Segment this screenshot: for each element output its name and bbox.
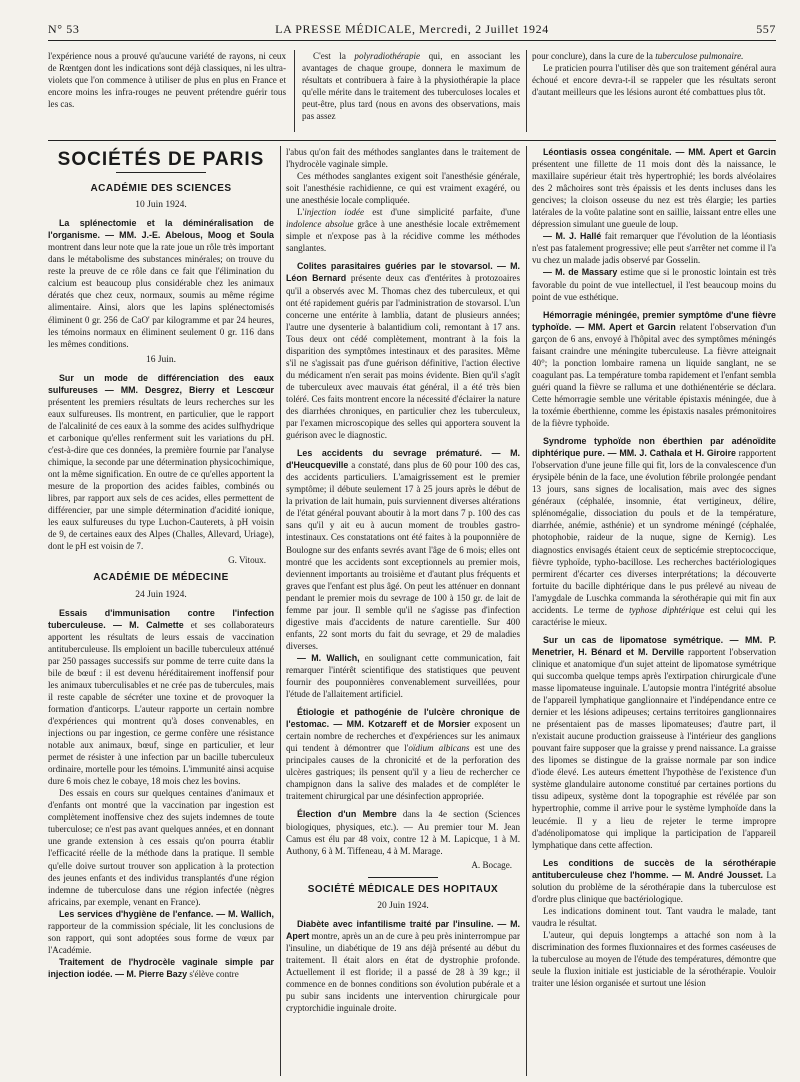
column-divider — [294, 50, 295, 132]
article-splenectomie: La splénectomie et la déminéralisation de l'organisme. — MM. J.-E. Abelous, Moog et Soula montrent dans leur note que la rate joue un rôle très important dans le métabolisme des substances minérales; on trouve du reste la preuve de ce rôle dans ce fait que l'élimination du calcium est beaucoup plus considérable chez les animaux dératés que chez ceux, normaux, soumis au même régime alimentaire. Ainsi, alors que les lapins splénectomisés éliminent 0 gr. 256 de CaO' par kilogramme et par 24 heures, les témoins normaux en éliminent seulement 0 gr. 116 dans les mêmes conditions. — [48, 218, 274, 349]
author-signature: A. Bocage. — [471, 859, 512, 870]
article-hygiene: Les services d'hygiène de l'enfance. — M. Wallich, rapporteur de la commission spéciale, lit les conclusions de son rapport, qui sont adoptées sous forme de vœux par l'Académie. — [48, 908, 274, 955]
session-date: 20 Juin 1924. — [377, 900, 429, 911]
heading-academie-sciences: ACADÉMIE DES SCIENCES — [90, 183, 232, 195]
issue-number: N° 53 — [48, 22, 80, 36]
article-halle: — M. J. Hallé fait remarquer que l'évolution de la léontiasis n'est pas fatalement progressive; elle peut s'arrêter net comme il l'a vu chez un malade jadis observé par Gosselin. — [532, 231, 777, 266]
section-title: SOCIÉTÉS DE PARIS — [57, 149, 265, 170]
session-date: 10 Juin 1924. — [135, 200, 187, 211]
article-diabete: Diabète avec infantilisme traité par l'insuline. — M. Apert montre, après un an de cure à peu près ininterrompue par l'insuline, un diabétique de 19 ans déjà présenté au début du traitement. Il était alors en état de dystrophie profonde. Actuellement il est floride; il a passé de 28 à 39 kgr.; il commence en de bonnes conditions son évolution pubérale et a pu subir sans incidents une intervention chirurgicale pour cryptorchidie inguinale droite. — [286, 918, 520, 1014]
article-immunisation: Essais d'immunisation contre l'infection tuberculeuse. — M. Calmette et ses collaborateurs apportent les résultats de leurs essais de vaccination antituberculeuse. Ils emploient un bacille tuberculeux atténué par 250 passages successifs sur pomme de terre cuite dans la bile de bœuf : il est devenu héréditairement inoffensif pour les animaux tuberculisables et ne crée pas de tubercules, mais il reste capable de sécréter une toxine et de provoquer la formation d'anticorps. L'auteur rapporte un certain nombre d'expériences qui montrent qu'à doses convenables, en injections ou par ingestion, ce germe confère une résistance notable aux animaux, bœuf, singe en particulier, et leur permet de résister à une infection par un bacille tuberculeux ordinaire, mortelle pour les témoins. L'immunité ainsi acquise dure 6 mois chez le cobaye, 18 mois chez les bovins. — [48, 607, 275, 787]
top-text-3b: Le praticien pourra l'utiliser dès que son traitement général aura échoué et encore devra-t-il se rappeler que les résultats seront d'autant meilleurs que les lésions auront été combattues plus tôt. — [532, 63, 776, 98]
top-column-3 — [532, 50, 776, 98]
article-eaux-sulfureuses: Sur un mode de différenciation des eaux sulfureuses — MM. Desgrez, Bierry et Lescœur présentent les premiers résultats de leurs recherches sur les eaux sulfureuses. Ils montrent, en particulier, que le rapport de l'alcalinité de ces eaux à la somme des acides sulfhydrique et carbonique qu'elles renferment suit les variations du pH. c'est-à-dire que ces données, la première fournie par l'analyse chimique, la seconde par une détermination physicochimique, ont la même signification. En outre de ce qu'elles apportent la mesure de la proportion des acides faibles, combinés ou libres, par rapport aux sels de ces acides, elles permettent de différencier, par une simple détermination d'acidité ionique, les eaux sulfureuses du type Luchon-Cauterets, à pH voisin de 9, de certaines eaux des Alpes (Challes, Allevard, Uriage), dont le pH est voisin de 7. — [48, 372, 274, 552]
top-text-1: l'expérience nous a prouvé qu'aucune variété de rayons, ni ceux de Rœntgen dont les indications sont déjà classiques, ni les ultra-violets que l'on commence à utiliser de plus en plus en France et encore moins les infra-rouges ne peuvent prétendre guérir tous les cas. — [48, 51, 286, 110]
header-rule — [48, 40, 776, 41]
article-immunisation-cont: Des essais en cours sur quelques centaines d'animaux et d'enfants ont montré que la vaccination par ingestion est complètement inoffensive chez des sujets indemnes de toute tuberculose; ce n'est pas avant quelques années, et en donnant une grande extension à ces essais qu'on pourra établir l'efficacité réelle de la méthode dans la pratique. Il semble qu'elle doive surtout trouver son application à la protection des jeunes enfants et des individus transplantés d'une région indemne de tuberculose dans une région infectée (nègres africains, par exemple, venant en France). — [48, 788, 274, 907]
article-sevrage: Les accidents du sevrage prématuré. — M. d'Heucqueville a constaté, dans plus de 60 pour 100 des cas, des accidents particuliers. L'amaigrissement est le premier symptôme; il débute seulement 17 à 25 jours après le début de la privation de lait humain, puis surviennent diverses altérations de l'état général pouvant aboutir à la mort dans 7 p. 100 des cas sans qu'il y ait eu à aucun moment de troubles gastro-intestinaux. Ces constatations ont été faites à la pouponnière de Boulogne sur des enfants sevrés avant l'âge de 6 mois; elles ont montré que les accidents sont exceptionnels au premier mois, deviennent importants au troisième et d'autant plus fréquents et graves que l'enfant est plus âgé. On peut les atténuer en donnant pendant le premier mois du sevrage de 100 à 150 gr. de lait de femme par jour. Il semble qu'il ne s'agisse pas d'infection digestive mais d'accidents de nature carentielle. Sur 400 enfants, 22 sont morts du fait du sevrage, et 29 de maladies diverses. — [286, 448, 520, 651]
author-signature: G. Vitoux. — [228, 555, 266, 566]
section-rule — [368, 877, 438, 878]
article-syndrome-typhoide: Syndrome typhoïde non éberthien par adénoïdite diphtérique pure. — MM. J. Cathala et H. Giroire rapportent l'observation d'une jeune fille qui fit, lors de la convalescence d'un érysipèle bénin de la face, une évolution fébrile prolongée pendant 13 jours, sans signes de localisation, mais avec des signes généraux (céphalée, insomnie, état vertigineux, délire, splénomégalie, dissociation du pouls et de la température, diarrhée, anémie, asthénie) et un syndrome méningé (céphalée, photophobie, raideur de la nuque, signe de Kernig). Les diagnostics envisagés étaient ceux de septicémie streptococcique, fièvre typhoïde, typho-bacillose. Les recherches bactériologiques permirent d'écarter ces diverses interprétations; la découverte fortuite du bacille diphtérique dans le pus prélevé au niveau de l'amygdale de Luschka commanda la sérothérapie qui mit fin aux accidents. Le terme de typhose diphtérique est celui qui les caractérise le mieux. — [532, 436, 777, 627]
column-divider — [526, 50, 527, 132]
top-column-1 — [48, 50, 286, 110]
journal-title: LA PRESSE MÉDICALE, Mercredi, 2 Juillet 1924 — [275, 22, 549, 36]
hydrocele-methods: Ces méthodes sanglantes exigent soit l'anesthésie générale, soit l'anesthésie rachidienne, ce qui est vraiment exagéré, ou une anesthésie locale compliquée. — [286, 171, 520, 206]
article-massary: — M. de Massary estime que si le pronostic lointain est très favorable du point de vue intellectuel, il l'est beaucoup moins du point de vue esthétique. — [532, 267, 776, 302]
column-1 — [48, 146, 274, 980]
top-text-3: pour conclure), dans la cure de la tuberculose pulmonaire. — [532, 51, 744, 61]
column-2 — [286, 146, 520, 1014]
page-number: 557 — [756, 22, 776, 36]
hydrocele-injection: L'injection iodée est d'une simplicité parfaite, d'une indolence absolue grâce à une anesthésie locale extrêmement simple et n'expose pas à la récidive comme les méthodes sanglantes. — [286, 207, 520, 254]
article-ulcere: Étiologie et pathogénie de l'ulcère chronique de l'estomac. — MM. Kotzareff et de Morsier exposent un certain nombre de recherches et d'expériences sur les animaux qui tendent à démontrer que l'oïdium albicans est une des principales causes de la chronicité et de la perforation des ulcères gastriques; ils pensent qu'il y a lieu de rechercher ce champignon dans la salive des malades et de compléter le traitement chirurgical par une désinfection appropriée. — [286, 707, 520, 802]
article-hydrocele: Traitement de l'hydrocèle vaginale simple par injection iodée. — M. Pierre Bazy s'élève contre — [48, 956, 274, 979]
top-text-2: C'est la polyradiothérapie qui, en associant les avantages de chaque groupe, donnera le maximum de résultats et contribuera à faire à la physiothérapie la place qu'elle mérite dans le traitement des tuberculoses locales et peut-être, plus tard (nous en avons des observations, mais pas assez — [302, 51, 520, 122]
session-date: 16 Juin. — [145, 354, 177, 365]
section-rule — [48, 140, 776, 141]
session-date: 24 Juin 1924. — [135, 589, 187, 600]
heading-academie-medecine: ACADÉMIE DE MÉDECINE — [93, 572, 229, 584]
column-3 — [532, 146, 776, 989]
article-election: Élection d'un Membre dans la 4e section (Sciences biologiques, physiques, etc.). — Au premier tour M. Jean Camus est élu par 48 voix, contre 12 à M. Lapicque, 1 à M. Authony, 6 à M. Tiffeneau, 4 à M. Marage. — [286, 809, 520, 856]
serotherapie-indications: Les indications dominent tout. Tant vaudra le malade, tant vaudra le résultat. — [532, 905, 776, 928]
title-rule — [116, 172, 206, 173]
article-leontiasis: Léontiasis ossea congénitale. — MM. Apert et Garcin présentent une fillette de 11 mois dont dès la naissance, le maxillaire supérieur était très hypertrophié; les bords alvéolaires des 2 mâchoires sont très épaissis et les dents incluses dans les gencives; la cloison osseuse du nez est très élargie; les parties latérales de la voûte palatine sont en saillie, laissant entre elles une dépression simulant une gueule de loup. — [532, 147, 776, 230]
article-hemorragie: Hémorragie méningée, premier symptôme d'une fièvre typhoïde. — MM. Apert et Garcin relatent l'observation d'un garçon de 6 ans, envoyé à l'hôpital avec des symptômes méningés faisant craindre une méningite tuberculeuse. La fièvre atteignait 40°; la ponction lombaire ramena un liquide sanglant, ne se coagulant pas. La température tomba rapidement et l'enfant sembla guéri quand la fièvre se ralluma et une dothiénentérie se déclara. Cette hémorragie semble une véritable épistaxis méningée, due à la toxémie éberthienne, comme les épistaxis nasales prémonitoires de la fièvre typhoïde. — [532, 309, 776, 429]
page-header — [48, 22, 776, 38]
heading-hopitaux: SOCIÉTÉ MÉDICALE DES HOPITAUX — [307, 883, 499, 895]
serotherapie-auteur: L'auteur, qui depuis longtemps a attaché son nom à la discrimination des formes fluxionnaires et des formes caséeuses de la tuberculose au moyen de l'étude des températures, démontre que seule la fluxion initiale est justiciable de la sérothérapie. Vouloir traiter une lésion organisée et surtout une lésion — [532, 929, 776, 989]
article-colites: Colites parasitaires guéries par le stovarsol. — M. Léon Bernard présente deux cas d'entérites à protozoaires qu'il a observés avec M. Thomas chez des tuberculeux, et qui ont été rapidement guéris par l'administration de stovarsol. L'un concerne une entérite à lamblia, datant de plusieurs années; l'autre une dysenterie à balantidium coli, remontant à 17 ans. Tous deux ont cédé complètement, montrant à la fois la disparition des symptômes intestinaux et des parasites. Même s'il ne s'agissait pas d'une guérison définitive, l'action élective du médicament n'en serait pas moins évidente. Bien qu'il s'agît de tuberculeux avec mauvais état général, il a été très bien toléré. Ces faits montrent encore la nécessité d'éclairer la nature des diarrhées chroniques, en particulier chez les tuberculeux, par l'examen microscopique des selles qui apportera souvent la guérison avec le diagnostic. — [286, 261, 520, 441]
article-lipomatose: Sur un cas de lipomatose symétrique. — MM. P. Menetrier, H. Bénard et M. Derville rapportent l'observation clinique et anatomique d'un sujet atteint de lipomatose symétrique qui succomba quelque temps après l'extirpation chirurgicale d'une masse lipomateuse inguinale. L'autopsie montra l'intégrité absolue de l'appareil lymphatique ganglionnaire et l'indépendance entre ce dernier et les lésions adipeuses; certains territoires ganglionnaires ne présentaient pas de masses lipomateuses; d'autre part, il n'existait aucune production graisseuse à l'intérieur des ganglions pouvant faire supposer que la graisse y prend naissance. La graisse des lipomes se distingue de la graisse normale par son indice d'iode élevé. Les auteurs émettent l'hypothèse de l'existence d'un système glandulaire autonome constitué par certaines portions du tissu adipeux, système dont la topographie est révélée par son hypertrophie, comme il arrive pour le système lymphoïde dans la leucémie. Il y a lieu de rejeter le terme impropre d'adénolipomatose qui implique la participation de l'appareil lymphatique dans cette affection. — [532, 634, 776, 850]
top-column-2 — [302, 50, 520, 122]
article-serotherapie: Les conditions de succès de la sérothérapie antituberculeuse chez l'homme. — M. André Jousset. La solution du problème de la sérothérapie dans la tuberculose est d'ordre plus clinique que bactériologique. — [532, 857, 776, 904]
article-wallich: — M. Wallich, en soulignant cette communication, fait remarquer l'intérêt scientifique des statistiques que peuvent fournir des pouponnières convenablement surveillées, pour l'étude de l'allaitement artificiel. — [286, 652, 520, 700]
column-divider — [526, 146, 527, 1076]
column-divider — [280, 146, 281, 1076]
hydrocele-cont: l'abus qu'on fait des méthodes sanglantes dans le traitement de l'hydrocèle vaginale simple. — [286, 147, 520, 170]
